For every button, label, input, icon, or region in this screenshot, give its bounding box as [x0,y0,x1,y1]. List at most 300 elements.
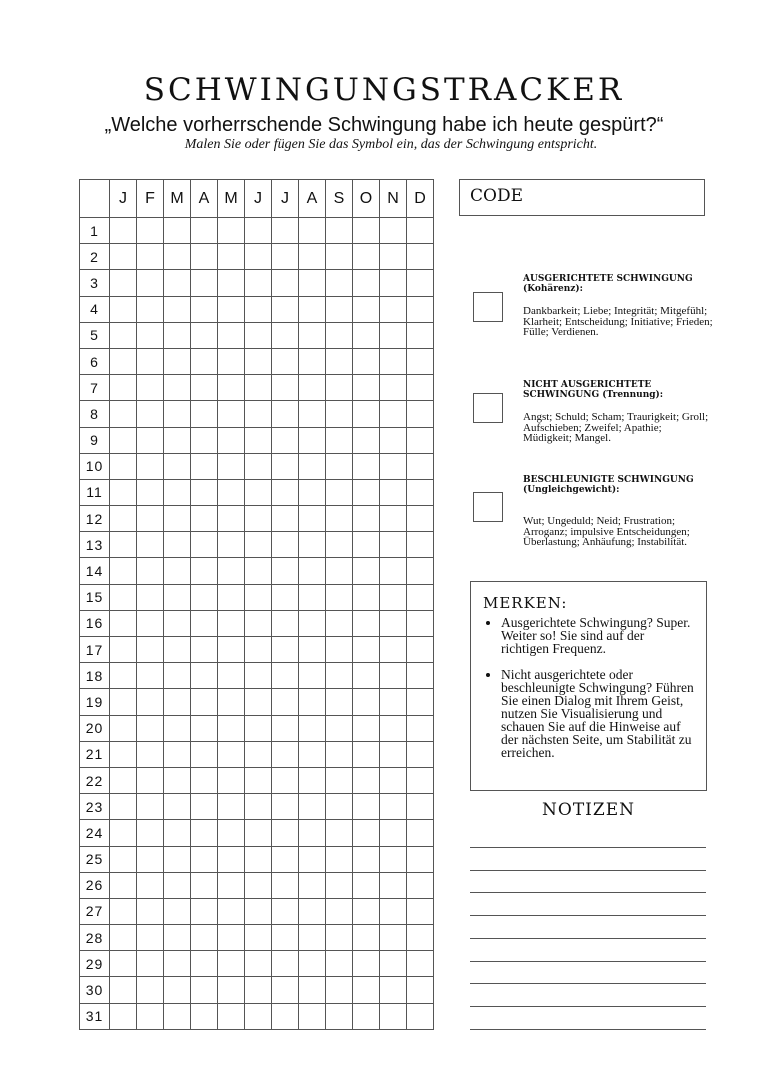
tracker-cell[interactable] [245,427,272,453]
note-line[interactable] [470,915,706,916]
tracker-cell[interactable] [407,427,434,453]
tracker-cell[interactable] [164,375,191,401]
tracker-cell[interactable] [137,872,164,898]
tracker-cell[interactable] [407,637,434,663]
tracker-cell[interactable] [326,322,353,348]
tracker-cell[interactable] [272,898,299,924]
tracker-cell[interactable] [191,506,218,532]
tracker-cell[interactable] [299,270,326,296]
tracker-cell[interactable] [299,322,326,348]
tracker-cell[interactable] [353,767,380,793]
tracker-cell[interactable] [407,584,434,610]
tracker-cell[interactable] [380,558,407,584]
tracker-cell[interactable] [299,479,326,505]
tracker-cell[interactable] [299,532,326,558]
note-line[interactable] [470,961,706,962]
tracker-cell[interactable] [407,846,434,872]
tracker-cell[interactable] [353,375,380,401]
tracker-cell[interactable] [218,846,245,872]
tracker-cell[interactable] [326,532,353,558]
tracker-cell[interactable] [110,925,137,951]
tracker-cell[interactable] [164,794,191,820]
tracker-cell[interactable] [164,296,191,322]
note-line[interactable] [470,870,706,871]
tracker-cell[interactable] [353,584,380,610]
tracker-cell[interactable] [326,951,353,977]
tracker-cell[interactable] [218,584,245,610]
tracker-cell[interactable] [218,532,245,558]
tracker-cell[interactable] [299,767,326,793]
tracker-cell[interactable] [245,1003,272,1029]
tracker-cell[interactable] [164,872,191,898]
tracker-cell[interactable] [137,689,164,715]
tracker-cell[interactable] [164,846,191,872]
tracker-cell[interactable] [326,925,353,951]
tracker-cell[interactable] [164,427,191,453]
tracker-cell[interactable] [299,741,326,767]
tracker-cell[interactable] [407,1003,434,1029]
tracker-cell[interactable] [137,637,164,663]
tracker-cell[interactable] [245,820,272,846]
tracker-cell[interactable] [326,715,353,741]
tracker-cell[interactable] [326,401,353,427]
tracker-cell[interactable] [110,270,137,296]
tracker-cell[interactable] [407,715,434,741]
tracker-cell[interactable] [191,610,218,636]
tracker-cell[interactable] [353,741,380,767]
tracker-cell[interactable] [380,689,407,715]
tracker-cell[interactable] [164,506,191,532]
tracker-cell[interactable] [164,637,191,663]
tracker-cell[interactable] [218,898,245,924]
tracker-cell[interactable] [218,270,245,296]
tracker-cell[interactable] [245,322,272,348]
tracker-cell[interactable] [272,794,299,820]
tracker-cell[interactable] [164,453,191,479]
tracker-cell[interactable] [245,767,272,793]
tracker-cell[interactable] [110,977,137,1003]
tracker-cell[interactable] [353,872,380,898]
tracker-cell[interactable] [110,584,137,610]
tracker-cell[interactable] [164,898,191,924]
tracker-cell[interactable] [218,689,245,715]
tracker-cell[interactable] [137,715,164,741]
tracker-cell[interactable] [191,846,218,872]
tracker-cell[interactable] [191,479,218,505]
tracker-cell[interactable] [164,715,191,741]
tracker-cell[interactable] [407,348,434,374]
tracker-cell[interactable] [191,951,218,977]
tracker-cell[interactable] [191,532,218,558]
tracker-cell[interactable] [110,898,137,924]
tracker-cell[interactable] [407,898,434,924]
tracker-cell[interactable] [353,479,380,505]
tracker-cell[interactable] [353,427,380,453]
tracker-cell[interactable] [218,506,245,532]
tracker-cell[interactable] [353,532,380,558]
tracker-cell[interactable] [218,637,245,663]
tracker-cell[interactable] [299,401,326,427]
tracker-cell[interactable] [326,820,353,846]
tracker-cell[interactable] [272,453,299,479]
legend-checkbox[interactable] [473,492,503,522]
tracker-cell[interactable] [380,532,407,558]
tracker-cell[interactable] [218,767,245,793]
tracker-cell[interactable] [380,951,407,977]
tracker-cell[interactable] [191,322,218,348]
tracker-cell[interactable] [326,479,353,505]
tracker-cell[interactable] [380,610,407,636]
tracker-cell[interactable] [191,375,218,401]
tracker-cell[interactable] [380,977,407,1003]
tracker-cell[interactable] [191,558,218,584]
tracker-cell[interactable] [245,584,272,610]
tracker-cell[interactable] [191,767,218,793]
tracker-cell[interactable] [137,218,164,244]
tracker-cell[interactable] [218,296,245,322]
tracker-cell[interactable] [299,663,326,689]
tracker-cell[interactable] [110,296,137,322]
tracker-cell[interactable] [218,375,245,401]
note-line[interactable] [470,892,706,893]
tracker-cell[interactable] [191,244,218,270]
tracker-cell[interactable] [110,244,137,270]
tracker-cell[interactable] [137,794,164,820]
tracker-cell[interactable] [326,689,353,715]
tracker-cell[interactable] [272,872,299,898]
tracker-cell[interactable] [245,741,272,767]
tracker-cell[interactable] [245,637,272,663]
tracker-cell[interactable] [380,663,407,689]
tracker-cell[interactable] [137,401,164,427]
tracker-cell[interactable] [191,663,218,689]
tracker-cell[interactable] [137,846,164,872]
tracker-cell[interactable] [218,218,245,244]
tracker-cell[interactable] [137,977,164,1003]
tracker-cell[interactable] [272,951,299,977]
tracker-cell[interactable] [218,820,245,846]
tracker-cell[interactable] [110,558,137,584]
tracker-cell[interactable] [272,584,299,610]
tracker-cell[interactable] [110,348,137,374]
tracker-cell[interactable] [299,898,326,924]
tracker-cell[interactable] [299,951,326,977]
tracker-cell[interactable] [272,348,299,374]
tracker-cell[interactable] [245,296,272,322]
tracker-cell[interactable] [245,872,272,898]
tracker-cell[interactable] [137,820,164,846]
tracker-cell[interactable] [380,872,407,898]
tracker-cell[interactable] [380,506,407,532]
tracker-cell[interactable] [137,951,164,977]
tracker-cell[interactable] [353,270,380,296]
tracker-cell[interactable] [353,610,380,636]
tracker-cell[interactable] [164,820,191,846]
tracker-cell[interactable] [299,820,326,846]
tracker-cell[interactable] [299,375,326,401]
tracker-cell[interactable] [191,689,218,715]
tracker-cell[interactable] [272,375,299,401]
tracker-cell[interactable] [380,453,407,479]
tracker-cell[interactable] [272,689,299,715]
tracker-cell[interactable] [164,270,191,296]
tracker-cell[interactable] [380,479,407,505]
tracker-cell[interactable] [353,558,380,584]
tracker-cell[interactable] [299,453,326,479]
tracker-cell[interactable] [380,244,407,270]
tracker-cell[interactable] [299,244,326,270]
tracker-cell[interactable] [272,427,299,453]
tracker-cell[interactable] [218,663,245,689]
tracker-cell[interactable] [380,427,407,453]
tracker-cell[interactable] [353,401,380,427]
tracker-cell[interactable] [326,348,353,374]
tracker-cell[interactable] [353,951,380,977]
tracker-cell[interactable] [245,663,272,689]
tracker-cell[interactable] [245,453,272,479]
tracker-cell[interactable] [110,532,137,558]
tracker-cell[interactable] [110,794,137,820]
tracker-cell[interactable] [137,532,164,558]
tracker-cell[interactable] [326,558,353,584]
tracker-cell[interactable] [191,872,218,898]
tracker-cell[interactable] [272,532,299,558]
tracker-cell[interactable] [218,1003,245,1029]
tracker-cell[interactable] [110,637,137,663]
tracker-cell[interactable] [245,794,272,820]
tracker-cell[interactable] [380,270,407,296]
tracker-cell[interactable] [299,610,326,636]
tracker-cell[interactable] [380,375,407,401]
tracker-cell[interactable] [137,270,164,296]
tracker-cell[interactable] [191,584,218,610]
tracker-cell[interactable] [380,584,407,610]
tracker-cell[interactable] [299,689,326,715]
tracker-cell[interactable] [353,663,380,689]
tracker-cell[interactable] [164,767,191,793]
tracker-cell[interactable] [164,1003,191,1029]
tracker-cell[interactable] [353,296,380,322]
tracker-cell[interactable] [137,767,164,793]
tracker-cell[interactable] [380,348,407,374]
tracker-cell[interactable] [299,584,326,610]
tracker-cell[interactable] [299,872,326,898]
tracker-cell[interactable] [110,453,137,479]
tracker-cell[interactable] [326,453,353,479]
tracker-cell[interactable] [299,637,326,663]
tracker-cell[interactable] [245,270,272,296]
tracker-cell[interactable] [218,977,245,1003]
tracker-cell[interactable] [218,401,245,427]
tracker-cell[interactable] [272,322,299,348]
tracker-cell[interactable] [164,925,191,951]
tracker-cell[interactable] [137,244,164,270]
tracker-cell[interactable] [326,767,353,793]
tracker-cell[interactable] [110,375,137,401]
tracker-cell[interactable] [272,1003,299,1029]
tracker-cell[interactable] [137,453,164,479]
tracker-cell[interactable] [353,925,380,951]
tracker-cell[interactable] [299,427,326,453]
tracker-cell[interactable] [407,558,434,584]
tracker-cell[interactable] [272,479,299,505]
tracker-cell[interactable] [407,218,434,244]
tracker-cell[interactable] [407,479,434,505]
tracker-cell[interactable] [407,741,434,767]
tracker-cell[interactable] [191,296,218,322]
tracker-cell[interactable] [137,584,164,610]
tracker-cell[interactable] [245,375,272,401]
tracker-cell[interactable] [272,715,299,741]
tracker-cell[interactable] [299,794,326,820]
tracker-cell[interactable] [191,1003,218,1029]
tracker-cell[interactable] [380,401,407,427]
tracker-cell[interactable] [137,610,164,636]
tracker-cell[interactable] [353,846,380,872]
tracker-cell[interactable] [218,741,245,767]
tracker-cell[interactable] [272,925,299,951]
tracker-cell[interactable] [164,244,191,270]
tracker-cell[interactable] [380,794,407,820]
tracker-cell[interactable] [299,218,326,244]
tracker-cell[interactable] [245,715,272,741]
tracker-cell[interactable] [191,637,218,663]
tracker-cell[interactable] [272,244,299,270]
tracker-cell[interactable] [218,951,245,977]
tracker-cell[interactable] [110,715,137,741]
tracker-cell[interactable] [137,898,164,924]
tracker-cell[interactable] [272,637,299,663]
tracker-cell[interactable] [380,715,407,741]
tracker-cell[interactable] [110,427,137,453]
tracker-cell[interactable] [380,898,407,924]
tracker-cell[interactable] [164,218,191,244]
tracker-cell[interactable] [326,270,353,296]
tracker-cell[interactable] [110,663,137,689]
tracker-cell[interactable] [218,610,245,636]
tracker-cell[interactable] [164,558,191,584]
tracker-cell[interactable] [407,296,434,322]
tracker-cell[interactable] [380,637,407,663]
tracker-cell[interactable] [137,322,164,348]
tracker-cell[interactable] [299,558,326,584]
tracker-cell[interactable] [407,872,434,898]
tracker-cell[interactable] [164,532,191,558]
tracker-cell[interactable] [407,951,434,977]
tracker-cell[interactable] [110,218,137,244]
tracker-cell[interactable] [353,794,380,820]
tracker-cell[interactable] [326,977,353,1003]
tracker-cell[interactable] [164,322,191,348]
tracker-cell[interactable] [245,951,272,977]
tracker-cell[interactable] [218,244,245,270]
tracker-cell[interactable] [407,794,434,820]
tracker-cell[interactable] [245,558,272,584]
tracker-cell[interactable] [164,741,191,767]
tracker-cell[interactable] [299,925,326,951]
tracker-cell[interactable] [218,558,245,584]
tracker-cell[interactable] [191,925,218,951]
tracker-cell[interactable] [137,348,164,374]
tracker-cell[interactable] [245,401,272,427]
tracker-cell[interactable] [380,767,407,793]
tracker-cell[interactable] [191,741,218,767]
tracker-cell[interactable] [137,296,164,322]
tracker-cell[interactable] [326,427,353,453]
tracker-cell[interactable] [299,715,326,741]
tracker-cell[interactable] [110,1003,137,1029]
note-line[interactable] [470,847,706,848]
tracker-cell[interactable] [164,479,191,505]
tracker-cell[interactable] [137,663,164,689]
note-line[interactable] [470,983,706,984]
tracker-cell[interactable] [380,296,407,322]
tracker-cell[interactable] [191,820,218,846]
tracker-cell[interactable] [326,375,353,401]
tracker-cell[interactable] [110,767,137,793]
tracker-cell[interactable] [245,925,272,951]
tracker-cell[interactable] [353,898,380,924]
tracker-cell[interactable] [299,1003,326,1029]
tracker-cell[interactable] [137,925,164,951]
legend-checkbox[interactable] [473,393,503,423]
tracker-cell[interactable] [353,689,380,715]
tracker-cell[interactable] [245,689,272,715]
tracker-cell[interactable] [272,218,299,244]
tracker-cell[interactable] [110,820,137,846]
tracker-cell[interactable] [245,846,272,872]
tracker-cell[interactable] [164,663,191,689]
tracker-cell[interactable] [326,610,353,636]
tracker-cell[interactable] [407,767,434,793]
tracker-cell[interactable] [164,610,191,636]
tracker-cell[interactable] [272,663,299,689]
tracker-cell[interactable] [353,977,380,1003]
tracker-cell[interactable] [110,846,137,872]
tracker-cell[interactable] [299,348,326,374]
tracker-cell[interactable] [110,610,137,636]
legend-checkbox[interactable] [473,292,503,322]
tracker-cell[interactable] [353,1003,380,1029]
tracker-cell[interactable] [326,506,353,532]
tracker-cell[interactable] [137,479,164,505]
tracker-cell[interactable] [407,453,434,479]
tracker-cell[interactable] [407,689,434,715]
tracker-cell[interactable] [326,898,353,924]
tracker-cell[interactable] [164,951,191,977]
tracker-cell[interactable] [272,270,299,296]
tracker-cell[interactable] [110,741,137,767]
tracker-cell[interactable] [407,244,434,270]
tracker-cell[interactable] [110,506,137,532]
tracker-cell[interactable] [272,820,299,846]
tracker-cell[interactable] [110,401,137,427]
tracker-cell[interactable] [326,296,353,322]
tracker-cell[interactable] [326,218,353,244]
tracker-cell[interactable] [299,846,326,872]
tracker-cell[interactable] [164,348,191,374]
tracker-cell[interactable] [191,898,218,924]
tracker-cell[interactable] [407,977,434,1003]
tracker-cell[interactable] [218,453,245,479]
tracker-cell[interactable] [353,506,380,532]
tracker-cell[interactable] [164,401,191,427]
tracker-cell[interactable] [272,977,299,1003]
note-line[interactable] [470,938,706,939]
tracker-cell[interactable] [137,375,164,401]
tracker-cell[interactable] [407,375,434,401]
tracker-cell[interactable] [380,1003,407,1029]
